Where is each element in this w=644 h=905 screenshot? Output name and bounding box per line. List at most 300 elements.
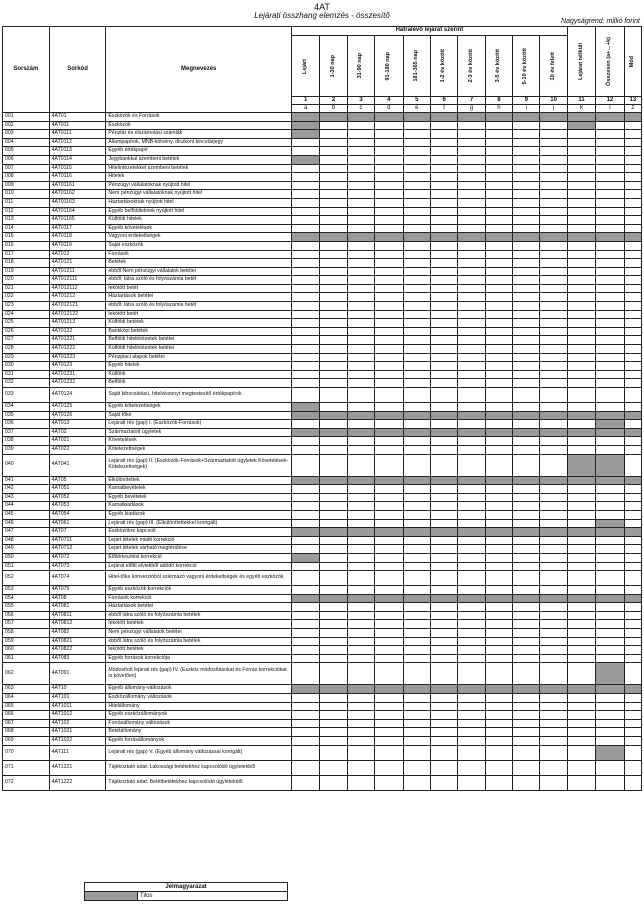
value-cell[interactable] — [540, 611, 567, 620]
value-cell[interactable] — [292, 147, 320, 156]
value-cell[interactable] — [430, 302, 457, 311]
value-cell[interactable] — [624, 181, 641, 190]
value-cell[interactable] — [624, 437, 641, 446]
value-cell[interactable] — [540, 719, 567, 728]
value-cell[interactable] — [320, 121, 347, 130]
value-cell[interactable] — [485, 130, 512, 139]
value-cell[interactable] — [513, 562, 540, 571]
value-cell[interactable] — [320, 760, 347, 775]
value-cell[interactable] — [320, 276, 347, 285]
value-cell[interactable] — [567, 536, 595, 545]
value-cell[interactable] — [430, 216, 457, 225]
value-cell[interactable] — [458, 728, 485, 737]
value-cell[interactable] — [513, 611, 540, 620]
value-cell[interactable] — [375, 327, 403, 336]
value-cell[interactable] — [540, 379, 567, 388]
value-cell[interactable] — [624, 745, 641, 760]
value-cell[interactable] — [624, 370, 641, 379]
value-cell[interactable] — [596, 302, 624, 311]
value-cell[interactable] — [347, 553, 374, 562]
value-cell[interactable] — [458, 403, 485, 412]
value-cell[interactable] — [403, 362, 430, 371]
value-cell[interactable] — [430, 510, 457, 519]
value-cell[interactable] — [458, 310, 485, 319]
value-cell[interactable] — [596, 637, 624, 646]
value-cell[interactable] — [513, 728, 540, 737]
value-cell[interactable] — [540, 536, 567, 545]
value-cell[interactable] — [403, 502, 430, 511]
value-cell[interactable] — [347, 198, 374, 207]
value-cell[interactable] — [292, 586, 320, 595]
value-cell[interactable] — [485, 493, 512, 502]
value-cell[interactable] — [624, 198, 641, 207]
value-cell[interactable] — [347, 259, 374, 268]
value-cell[interactable] — [596, 284, 624, 293]
value-cell[interactable] — [485, 454, 512, 476]
value-cell[interactable] — [347, 519, 374, 528]
value-cell[interactable] — [624, 130, 641, 139]
value-cell[interactable] — [347, 603, 374, 612]
value-cell[interactable] — [540, 388, 567, 403]
value-cell[interactable] — [375, 336, 403, 345]
value-cell[interactable] — [624, 493, 641, 502]
value-cell[interactable] — [485, 259, 512, 268]
value-cell[interactable] — [567, 138, 595, 147]
value-cell[interactable] — [485, 147, 512, 156]
value-cell[interactable] — [430, 276, 457, 285]
value-cell[interactable] — [485, 310, 512, 319]
value-cell[interactable] — [320, 207, 347, 216]
value-cell[interactable] — [292, 164, 320, 173]
value-cell[interactable] — [458, 276, 485, 285]
value-cell[interactable] — [596, 437, 624, 446]
value-cell[interactable] — [485, 121, 512, 130]
value-cell[interactable] — [430, 545, 457, 554]
value-cell[interactable] — [347, 164, 374, 173]
value-cell[interactable] — [375, 190, 403, 199]
value-cell[interactable] — [485, 745, 512, 760]
value-cell[interactable] — [292, 216, 320, 225]
value-cell[interactable] — [403, 138, 430, 147]
value-cell[interactable] — [540, 310, 567, 319]
value-cell[interactable] — [624, 629, 641, 638]
value-cell[interactable] — [430, 493, 457, 502]
value-cell[interactable] — [567, 302, 595, 311]
value-cell[interactable] — [403, 130, 430, 139]
value-cell[interactable] — [624, 760, 641, 775]
value-cell[interactable] — [458, 224, 485, 233]
value-cell[interactable] — [292, 562, 320, 571]
value-cell[interactable] — [596, 702, 624, 711]
value-cell[interactable] — [624, 216, 641, 225]
value-cell[interactable] — [485, 586, 512, 595]
value-cell[interactable] — [430, 694, 457, 703]
value-cell[interactable] — [624, 403, 641, 412]
value-cell[interactable] — [567, 403, 595, 412]
value-cell[interactable] — [403, 284, 430, 293]
value-cell[interactable] — [513, 388, 540, 403]
value-cell[interactable] — [540, 711, 567, 720]
value-cell[interactable] — [292, 284, 320, 293]
value-cell[interactable] — [375, 130, 403, 139]
value-cell[interactable] — [347, 694, 374, 703]
value-cell[interactable] — [624, 711, 641, 720]
value-cell[interactable] — [567, 571, 595, 586]
value-cell[interactable] — [485, 362, 512, 371]
value-cell[interactable] — [485, 485, 512, 494]
value-cell[interactable] — [320, 241, 347, 250]
value-cell[interactable] — [458, 164, 485, 173]
value-cell[interactable] — [624, 420, 641, 429]
value-cell[interactable] — [540, 319, 567, 328]
value-cell[interactable] — [430, 147, 457, 156]
value-cell[interactable] — [403, 562, 430, 571]
value-cell[interactable] — [624, 545, 641, 554]
value-cell[interactable] — [596, 562, 624, 571]
value-cell[interactable] — [430, 454, 457, 476]
value-cell[interactable] — [567, 629, 595, 638]
value-cell[interactable] — [347, 216, 374, 225]
value-cell[interactable] — [292, 629, 320, 638]
value-cell[interactable] — [403, 728, 430, 737]
value-cell[interactable] — [375, 502, 403, 511]
value-cell[interactable] — [403, 302, 430, 311]
value-cell[interactable] — [375, 198, 403, 207]
value-cell[interactable] — [596, 173, 624, 182]
value-cell[interactable] — [596, 353, 624, 362]
value-cell[interactable] — [292, 760, 320, 775]
value-cell[interactable] — [403, 702, 430, 711]
value-cell[interactable] — [347, 654, 374, 663]
value-cell[interactable] — [624, 663, 641, 685]
value-cell[interactable] — [458, 445, 485, 454]
value-cell[interactable] — [624, 702, 641, 711]
value-cell[interactable] — [596, 241, 624, 250]
value-cell[interactable] — [624, 519, 641, 528]
value-cell[interactable] — [624, 379, 641, 388]
value-cell[interactable] — [347, 362, 374, 371]
value-cell[interactable] — [596, 259, 624, 268]
value-cell[interactable] — [596, 362, 624, 371]
value-cell[interactable] — [485, 327, 512, 336]
value-cell[interactable] — [513, 250, 540, 259]
value-cell[interactable] — [458, 737, 485, 746]
value-cell[interactable] — [375, 737, 403, 746]
value-cell[interactable] — [458, 562, 485, 571]
value-cell[interactable] — [596, 694, 624, 703]
value-cell[interactable] — [347, 775, 374, 790]
value-cell[interactable] — [430, 420, 457, 429]
value-cell[interactable] — [540, 190, 567, 199]
value-cell[interactable] — [347, 454, 374, 476]
value-cell[interactable] — [320, 629, 347, 638]
value-cell[interactable] — [513, 586, 540, 595]
value-cell[interactable] — [458, 362, 485, 371]
value-cell[interactable] — [430, 502, 457, 511]
value-cell[interactable] — [596, 121, 624, 130]
value-cell[interactable] — [513, 121, 540, 130]
value-cell[interactable] — [430, 760, 457, 775]
value-cell[interactable] — [513, 181, 540, 190]
value-cell[interactable] — [513, 536, 540, 545]
value-cell[interactable] — [596, 319, 624, 328]
value-cell[interactable] — [320, 646, 347, 655]
value-cell[interactable] — [403, 336, 430, 345]
value-cell[interactable] — [513, 370, 540, 379]
value-cell[interactable] — [540, 586, 567, 595]
value-cell[interactable] — [292, 603, 320, 612]
value-cell[interactable] — [430, 284, 457, 293]
value-cell[interactable] — [430, 198, 457, 207]
value-cell[interactable] — [567, 379, 595, 388]
value-cell[interactable] — [513, 403, 540, 412]
value-cell[interactable] — [596, 207, 624, 216]
value-cell[interactable] — [430, 536, 457, 545]
value-cell[interactable] — [596, 345, 624, 354]
value-cell[interactable] — [540, 603, 567, 612]
value-cell[interactable] — [320, 485, 347, 494]
value-cell[interactable] — [458, 345, 485, 354]
value-cell[interactable] — [624, 388, 641, 403]
value-cell[interactable] — [403, 611, 430, 620]
value-cell[interactable] — [403, 536, 430, 545]
value-cell[interactable] — [485, 519, 512, 528]
value-cell[interactable] — [292, 694, 320, 703]
value-cell[interactable] — [567, 147, 595, 156]
value-cell[interactable] — [430, 319, 457, 328]
value-cell[interactable] — [540, 302, 567, 311]
value-cell[interactable] — [458, 319, 485, 328]
value-cell[interactable] — [347, 147, 374, 156]
value-cell[interactable] — [375, 719, 403, 728]
value-cell[interactable] — [513, 760, 540, 775]
value-cell[interactable] — [485, 445, 512, 454]
value-cell[interactable] — [320, 138, 347, 147]
value-cell[interactable] — [320, 654, 347, 663]
value-cell[interactable] — [375, 420, 403, 429]
value-cell[interactable] — [624, 164, 641, 173]
value-cell[interactable] — [403, 629, 430, 638]
value-cell[interactable] — [567, 250, 595, 259]
value-cell[interactable] — [292, 611, 320, 620]
value-cell[interactable] — [347, 224, 374, 233]
value-cell[interactable] — [320, 437, 347, 446]
value-cell[interactable] — [430, 241, 457, 250]
value-cell[interactable] — [430, 293, 457, 302]
value-cell[interactable] — [347, 760, 374, 775]
value-cell[interactable] — [430, 336, 457, 345]
value-cell[interactable] — [596, 646, 624, 655]
value-cell[interactable] — [292, 654, 320, 663]
value-cell[interactable] — [567, 502, 595, 511]
value-cell[interactable] — [292, 502, 320, 511]
value-cell[interactable] — [596, 728, 624, 737]
value-cell[interactable] — [624, 611, 641, 620]
value-cell[interactable] — [320, 603, 347, 612]
value-cell[interactable] — [347, 138, 374, 147]
value-cell[interactable] — [458, 760, 485, 775]
value-cell[interactable] — [320, 403, 347, 412]
value-cell[interactable] — [513, 775, 540, 790]
value-cell[interactable] — [375, 284, 403, 293]
value-cell[interactable] — [403, 293, 430, 302]
value-cell[interactable] — [458, 603, 485, 612]
value-cell[interactable] — [624, 224, 641, 233]
value-cell[interactable] — [540, 147, 567, 156]
value-cell[interactable] — [458, 586, 485, 595]
value-cell[interactable] — [403, 379, 430, 388]
value-cell[interactable] — [624, 445, 641, 454]
value-cell[interactable] — [513, 362, 540, 371]
value-cell[interactable] — [375, 702, 403, 711]
value-cell[interactable] — [320, 620, 347, 629]
value-cell[interactable] — [458, 420, 485, 429]
value-cell[interactable] — [403, 420, 430, 429]
value-cell[interactable] — [292, 190, 320, 199]
value-cell[interactable] — [320, 353, 347, 362]
value-cell[interactable] — [403, 259, 430, 268]
value-cell[interactable] — [596, 654, 624, 663]
value-cell[interactable] — [320, 319, 347, 328]
value-cell[interactable] — [292, 719, 320, 728]
value-cell[interactable] — [375, 775, 403, 790]
value-cell[interactable] — [458, 181, 485, 190]
value-cell[interactable] — [292, 388, 320, 403]
value-cell[interactable] — [320, 388, 347, 403]
value-cell[interactable] — [485, 276, 512, 285]
value-cell[interactable] — [485, 336, 512, 345]
value-cell[interactable] — [540, 420, 567, 429]
value-cell[interactable] — [596, 536, 624, 545]
value-cell[interactable] — [403, 485, 430, 494]
value-cell[interactable] — [292, 293, 320, 302]
value-cell[interactable] — [292, 379, 320, 388]
value-cell[interactable] — [540, 502, 567, 511]
value-cell[interactable] — [320, 224, 347, 233]
value-cell[interactable] — [596, 629, 624, 638]
value-cell[interactable] — [540, 694, 567, 703]
value-cell[interactable] — [485, 663, 512, 685]
value-cell[interactable] — [430, 629, 457, 638]
value-cell[interactable] — [430, 310, 457, 319]
value-cell[interactable] — [567, 603, 595, 612]
value-cell[interactable] — [567, 259, 595, 268]
value-cell[interactable] — [485, 293, 512, 302]
value-cell[interactable] — [292, 319, 320, 328]
value-cell[interactable] — [403, 510, 430, 519]
value-cell[interactable] — [567, 181, 595, 190]
value-cell[interactable] — [567, 562, 595, 571]
value-cell[interactable] — [567, 553, 595, 562]
value-cell[interactable] — [292, 138, 320, 147]
value-cell[interactable] — [458, 302, 485, 311]
value-cell[interactable] — [403, 571, 430, 586]
value-cell[interactable] — [375, 562, 403, 571]
value-cell[interactable] — [320, 728, 347, 737]
value-cell[interactable] — [540, 728, 567, 737]
value-cell[interactable] — [485, 510, 512, 519]
value-cell[interactable] — [375, 121, 403, 130]
value-cell[interactable] — [375, 310, 403, 319]
value-cell[interactable] — [513, 545, 540, 554]
value-cell[interactable] — [403, 745, 430, 760]
value-cell[interactable] — [596, 510, 624, 519]
value-cell[interactable] — [292, 711, 320, 720]
value-cell[interactable] — [567, 760, 595, 775]
value-cell[interactable] — [403, 663, 430, 685]
value-cell[interactable] — [347, 155, 374, 164]
value-cell[interactable] — [513, 284, 540, 293]
value-cell[interactable] — [624, 345, 641, 354]
value-cell[interactable] — [375, 493, 403, 502]
value-cell[interactable] — [458, 138, 485, 147]
value-cell[interactable] — [292, 646, 320, 655]
value-cell[interactable] — [485, 345, 512, 354]
value-cell[interactable] — [513, 259, 540, 268]
value-cell[interactable] — [430, 637, 457, 646]
value-cell[interactable] — [596, 502, 624, 511]
value-cell[interactable] — [513, 654, 540, 663]
value-cell[interactable] — [624, 454, 641, 476]
value-cell[interactable] — [513, 445, 540, 454]
value-cell[interactable] — [347, 663, 374, 685]
value-cell[interactable] — [513, 437, 540, 446]
value-cell[interactable] — [567, 620, 595, 629]
value-cell[interactable] — [485, 370, 512, 379]
value-cell[interactable] — [485, 190, 512, 199]
value-cell[interactable] — [320, 173, 347, 182]
value-cell[interactable] — [403, 388, 430, 403]
value-cell[interactable] — [624, 327, 641, 336]
value-cell[interactable] — [513, 646, 540, 655]
value-cell[interactable] — [485, 711, 512, 720]
value-cell[interactable] — [540, 562, 567, 571]
value-cell[interactable] — [540, 519, 567, 528]
value-cell[interactable] — [567, 293, 595, 302]
value-cell[interactable] — [320, 586, 347, 595]
value-cell[interactable] — [403, 719, 430, 728]
value-cell[interactable] — [596, 603, 624, 612]
value-cell[interactable] — [540, 493, 567, 502]
value-cell[interactable] — [320, 571, 347, 586]
value-cell[interactable] — [540, 454, 567, 476]
value-cell[interactable] — [403, 121, 430, 130]
value-cell[interactable] — [292, 302, 320, 311]
value-cell[interactable] — [513, 745, 540, 760]
value-cell[interactable] — [403, 241, 430, 250]
value-cell[interactable] — [624, 147, 641, 156]
value-cell[interactable] — [624, 190, 641, 199]
value-cell[interactable] — [624, 654, 641, 663]
value-cell[interactable] — [292, 445, 320, 454]
value-cell[interactable] — [513, 276, 540, 285]
value-cell[interactable] — [403, 646, 430, 655]
value-cell[interactable] — [320, 663, 347, 685]
value-cell[interactable] — [320, 562, 347, 571]
value-cell[interactable] — [624, 502, 641, 511]
value-cell[interactable] — [403, 445, 430, 454]
value-cell[interactable] — [624, 302, 641, 311]
value-cell[interactable] — [540, 553, 567, 562]
value-cell[interactable] — [320, 775, 347, 790]
value-cell[interactable] — [292, 637, 320, 646]
value-cell[interactable] — [347, 510, 374, 519]
value-cell[interactable] — [485, 737, 512, 746]
value-cell[interactable] — [513, 502, 540, 511]
value-cell[interactable] — [485, 694, 512, 703]
value-cell[interactable] — [403, 147, 430, 156]
value-cell[interactable] — [320, 345, 347, 354]
